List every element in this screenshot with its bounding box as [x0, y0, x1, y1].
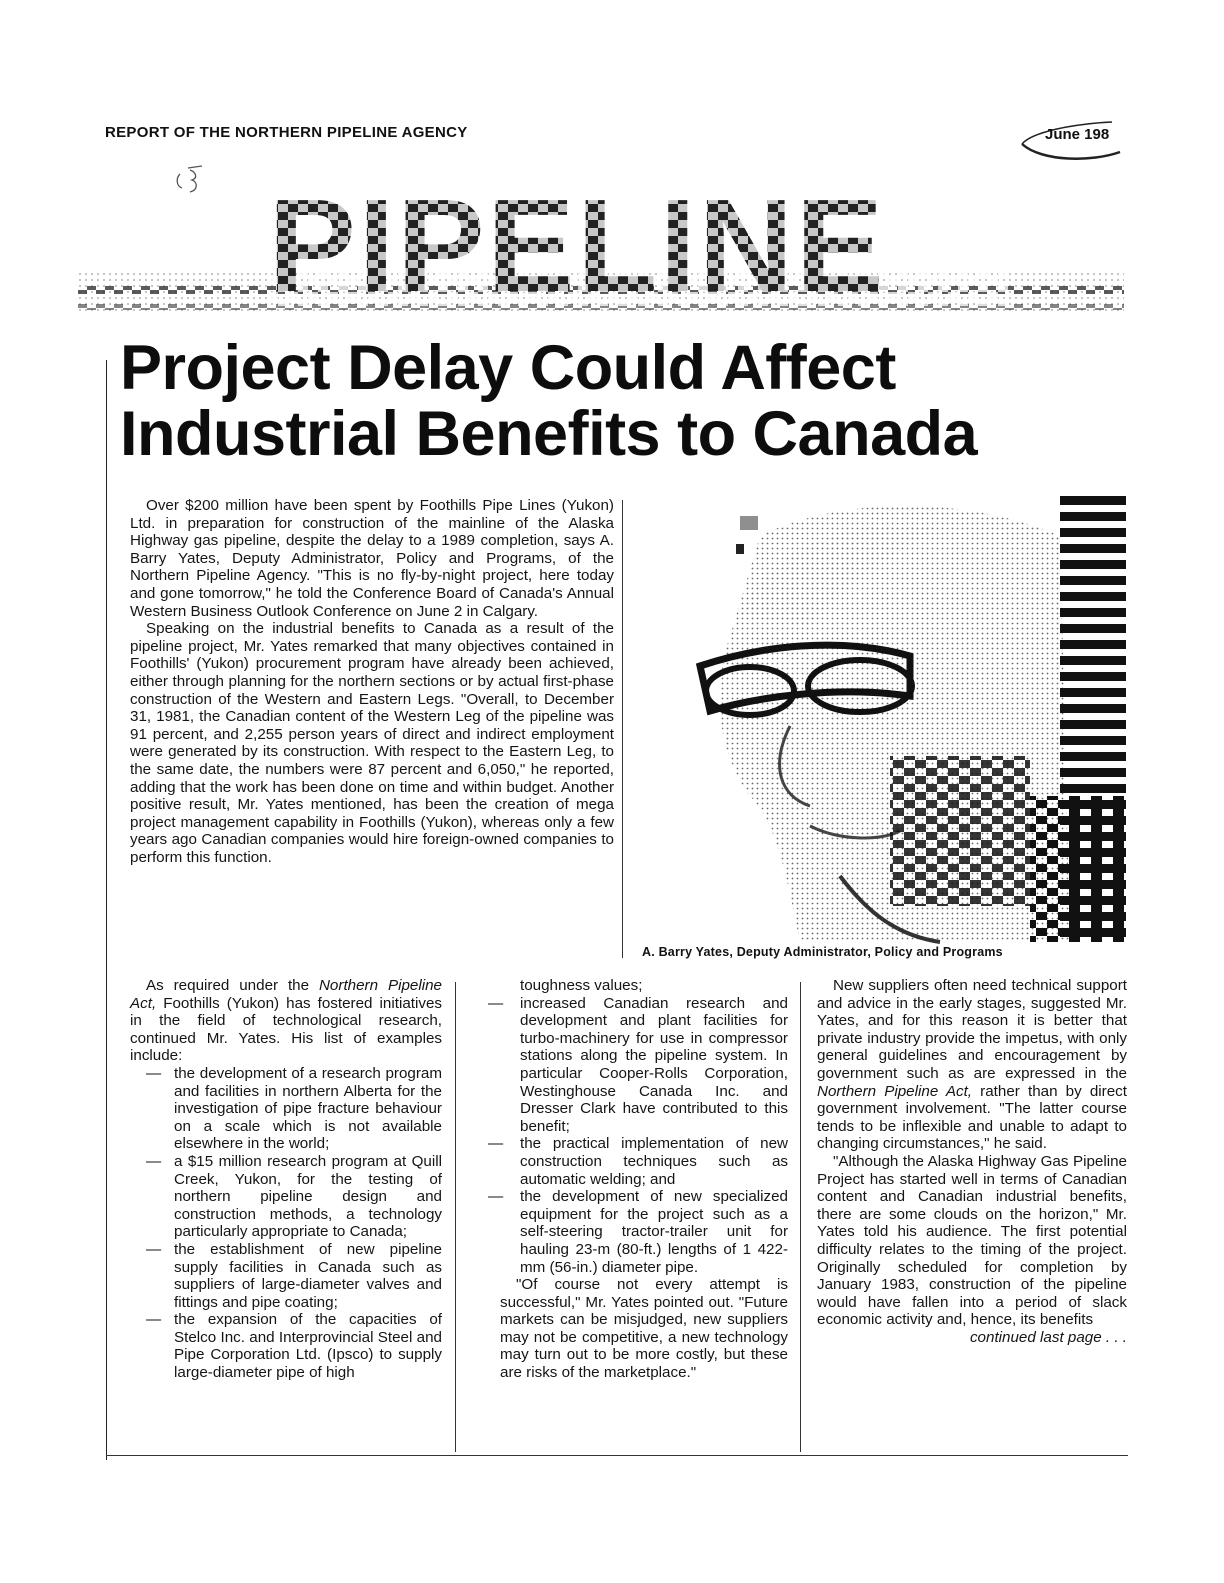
portrait-photo: [640, 496, 1126, 942]
issue-date-text: June 19: [1045, 126, 1101, 143]
column-rule-2: [800, 982, 801, 1452]
column-1-act-name: Northern Pipeline Act,: [130, 977, 442, 1012]
column-3-paragraph-2: "Although the Alaska Highway Gas Pipeline Project has started well in terms of Canadian content and Canadian industrial benefits, there are some clouds on the horizon," Mr. Yates told his audience. The first potential difficulty relates to the timing of the project. Originally scheduled for completion by January 1983, construction of the pipeline would have fallen into a period of slack economic activity and, hence, its benefits: [817, 1152, 1127, 1329]
column-1-list: [130, 1065, 442, 1382]
issue-date: [1045, 126, 1110, 143]
column-1-lead-a: As required under the: [146, 977, 319, 994]
issue-date-cut: 8: [1100, 126, 1110, 143]
column-3-paragraph-1: [817, 977, 1127, 1153]
list-item: — the practical implementation of new construction techniques such as automatic welding; and: [500, 1135, 788, 1188]
intro-column-rule: [622, 500, 623, 958]
headline: [120, 333, 978, 469]
list-item: — the development of new specialized equipment for the project such as a self-steering tractor-trailer unit for hauling 23-m (80-ft.) lengths of 1 422-mm (56-in.) diameter pipe.: [500, 1188, 788, 1276]
intro-paragraph-2: Speaking on the industrial benefits to Canada as a result of the pipeline project, Mr. Yates remarked that many objectives contained in Foothills' (Yukon) procurement program have already been achieved, either through planning for the northern sections or by actual first-phase construction of the Western and Eastern Legs. "Overall, to December 31, 1981, the Canadian content of the Western Leg of the pipeline was 91 percent, and 2,255 person years of direct and indirect employment were generated by its construction. With respect to the Eastern Leg, to the same date, the numbers were 87 percent and 6,050," he reported, adding that the work has been done on time and within budget. Another positive result, Mr. Yates mentioned, has been the creation of mega project management capability in Foothills (Yukon), whereas only a few years ago Canadian companies would hire foreign-owned companies to perform this function.: [130, 620, 614, 866]
column-2: [500, 977, 788, 1382]
list-item: — a $15 million research program at Quill Creek, Yukon, for the testing of northern pipeline design and construction methods, a technology particularly appropriate to Canada;: [130, 1153, 442, 1241]
left-margin-rule: [106, 360, 107, 1460]
column-1-lead: [130, 977, 442, 1065]
column-2-continuation: toughness values;: [520, 977, 643, 994]
intro-paragraph-1: Over $200 million have been spent by Foothills Pipe Lines (Yukon) Ltd. in preparation for construction of the mainline of the Alaska Highway gas pipeline, despite the delay to a 1989 completion, says A. Barry Yates, Deputy Administrator, Policy and Programs, of the Northern Pipeline Agency. "This is no fly-by-night project, here today and gone tomorrow," he told the Conference Board of Canada's Annual Western Business Outlook Conference on June 2 in Calgary.: [130, 497, 614, 620]
masthead: [78, 182, 1124, 332]
photo-caption: A. Barry Yates, Deputy Administrator, Policy and Programs: [642, 945, 1003, 959]
column-3-act-name: Northern Pipeline Act,: [817, 1082, 973, 1100]
continued-notice: continued last page . . .: [969, 1328, 1127, 1346]
column-3: [817, 977, 1127, 1346]
column-1-lead-b: Foothills (Yukon) has fostered initiatives in the field of technological research, continued Mr. Yates. His list of examples include:: [130, 994, 442, 1065]
list-item: — the development of a research program and facilities in northern Alberta for the investigation of pipe fracture behaviour on a scale which is not available elsewhere in the world;: [130, 1065, 442, 1153]
intro-column: [130, 497, 614, 866]
list-item: — increased Canadian research and development and plant facilities for turbo-machinery for use in compressor stations along the pipeline system. In particular Cooper-Rolls Corporation, Westinghouse Canada Inc. and Dresser Clark have contributed to this benefit;: [500, 995, 788, 1136]
bottom-rule: [106, 1455, 1128, 1456]
headline-line-1: Project Delay Could Affect: [120, 333, 896, 403]
masthead-checker-overlay: [268, 196, 1008, 306]
agency-header: REPORT OF THE NORTHERN PIPELINE AGENCY: [105, 124, 468, 141]
list-item: — the establishment of new pipeline supply facilities in Canada such as suppliers of large-diameter valves and fittings and pipe coating;: [130, 1241, 442, 1311]
column-3-p1-b: rather than by direct government involvement. "The latter course tends to be inflexible and unable to adapt to changing circumstances," he said.: [817, 1082, 1127, 1153]
list-item: — the expansion of the capacities of Stelco Inc. and Interprovincial Steel and Pipe Corporation Ltd. (Ipsco) to supply large-diameter pipe of high: [130, 1311, 442, 1381]
column-2-list: [500, 995, 788, 1277]
column-2-paragraph: "Of course not every attempt is successful," Mr. Yates pointed out. "Future markets can be misjudged, new suppliers may not be competitive, a new technology may turn out to be more costly, but these are risks of the marketplace.": [500, 1276, 788, 1382]
column-rule-1: [455, 982, 456, 1452]
headline-line-2: Industrial Benefits to Canada: [120, 398, 978, 469]
column-3-p1-a: New suppliers often need technical support and advice in the early stages, suggested Mr. Yates, and for this reason it is better that private industry provide the impetus, with only general guidelines and encouragement by government such as are expressed in the: [817, 977, 1127, 1082]
column-1: [130, 977, 442, 1382]
